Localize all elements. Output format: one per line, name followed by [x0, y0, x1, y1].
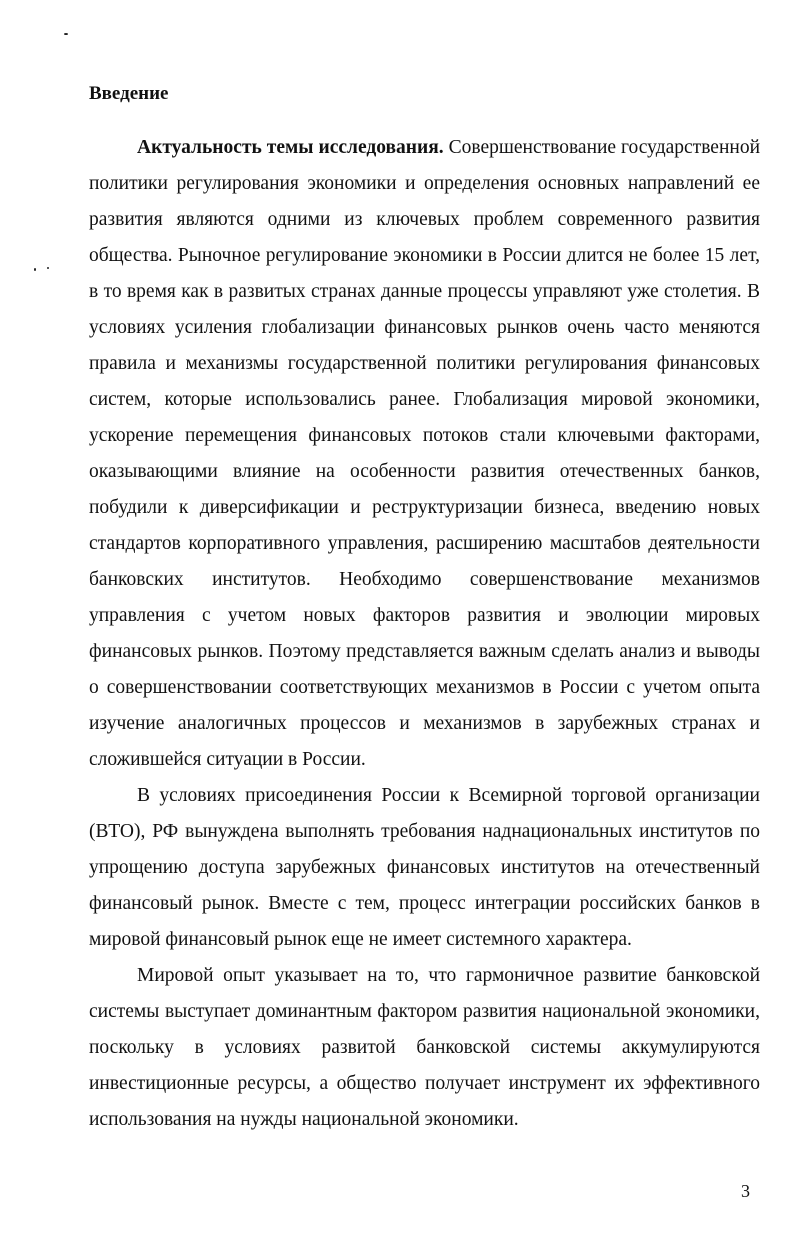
paragraph-text: В условиях присоединения России к Всемирной торговой организации (ВТО), РФ вынуждена выполнять требования наднациональных институтов по упрощению доступа зарубежных финансовых институтов на отечественный финансовый рынок. Вместе с тем, процесс интеграции российских банков в мировой финансовый рынок еще не имеет системного характера.: [89, 785, 760, 950]
scan-speck: [34, 268, 36, 271]
body-text: [89, 130, 760, 1138]
paragraph-text: Мировой опыт указывает на то, что гармоничное развитие банковской системы выступает доминантным фактором развития национальной экономики, поскольку в условиях развитой банковской системы аккумулируются инвестиционные ресурсы, а общество получает инструмент их эффективного использования на нужды национальной экономики.: [89, 965, 760, 1130]
paragraph-lead: Актуальность темы исследования.: [137, 137, 444, 158]
paragraph-relevance: [89, 130, 760, 778]
paragraph-world-experience: [89, 958, 760, 1138]
scan-speck: [47, 267, 49, 269]
scan-speck: [64, 33, 68, 35]
paragraph-text: Совершенствование государственной политики регулирования экономики и определения основных направлений ее развития являются одними из ключевых проблем современного развития общества. Рыночное регулирование экономики в России длится не более 15 лет, в то время как в развитых странах данные процессы управляют уже столетия. В условиях усиления глобализации финансовых рынков очень часто меняются правила и механизмы государственной политики регулирования финансовых систем, которые использовались ранее. Глобализация мировой экономики, ускорение перемещения финансовых потоков стали ключевыми факторами, оказывающими влияние на особенности развития отечественных банков, побудили к диверсификации и реструктуризации бизнеса, введению новых стандартов корпоративного управления, расширению масштабов деятельности банковских институтов. Необходимо совершенствование механизмов управления с учетом новых факторов развития и эволюции мировых финансовых рынков. Поэтому представляется важным сделать анализ и выводы о совершенствовании соответствующих механизмов в России с учетом опыта изучение аналогичных процессов и механизмов в зарубежных странах и сложившейся ситуации в России.: [89, 137, 761, 770]
page-number: 3: [741, 1181, 750, 1201]
section-heading: Введение: [89, 83, 169, 104]
paragraph-wto: [89, 778, 760, 958]
